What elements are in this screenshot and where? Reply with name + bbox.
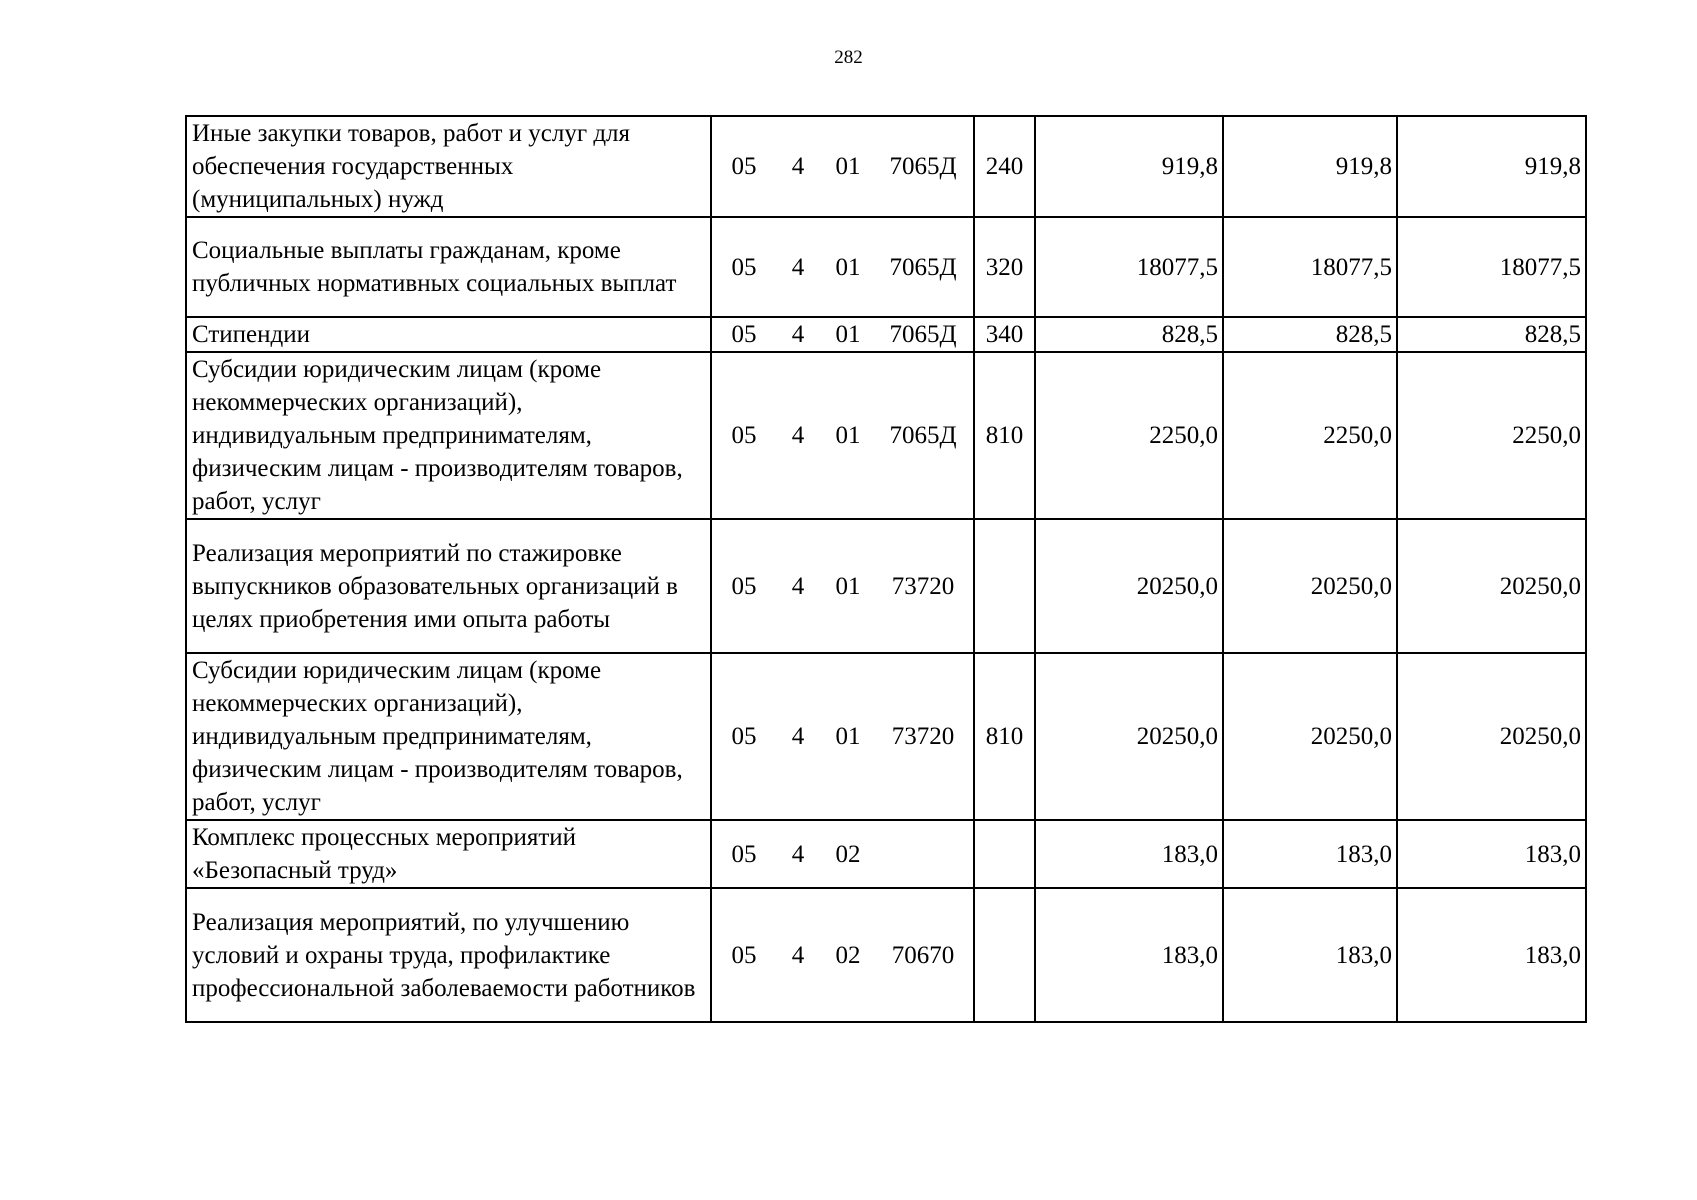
amount-year-2: 183,0 [1223,820,1397,888]
table-row [186,653,1586,820]
subprogram-code: 02 [835,840,861,868]
expense-type-code [974,888,1035,1022]
amount-year-1: 18077,5 [1035,217,1223,317]
row-name: Комплекс процессных мероприятий «Безопасный труд» [186,820,711,888]
item-code: 7065Д [889,253,957,281]
amount-year-3: 919,8 [1397,116,1586,217]
item-code: 70670 [891,941,955,969]
program-code: 4 [791,572,805,600]
budget-table [185,115,1587,1023]
classification-codes [711,116,974,217]
amount-year-2: 20250,0 [1223,519,1397,653]
amount-year-1: 20250,0 [1035,653,1223,820]
amount-year-3: 2250,0 [1397,352,1586,519]
classification-codes [711,317,974,352]
section-code: 05 [731,153,757,180]
subprogram-code: 01 [835,572,861,600]
amount-year-3: 20250,0 [1397,653,1586,820]
amount-year-3: 828,5 [1397,317,1586,352]
expense-type-code: 810 [974,352,1035,519]
table-row [186,352,1586,519]
amount-year-1: 20250,0 [1035,519,1223,653]
program-code: 4 [791,253,805,281]
amount-year-1: 183,0 [1035,888,1223,1022]
amount-year-1: 828,5 [1035,317,1223,352]
amount-year-2: 2250,0 [1223,352,1397,519]
expense-type-code: 240 [974,116,1035,217]
section-code: 05 [731,321,757,348]
expense-type-code [974,820,1035,888]
subprogram-code: 01 [835,253,861,281]
amount-year-3: 20250,0 [1397,519,1586,653]
amount-year-3: 183,0 [1397,820,1586,888]
table-row [186,820,1586,888]
section-code: 05 [731,840,757,868]
classification-codes [711,217,974,317]
amount-year-1: 919,8 [1035,116,1223,217]
amount-year-1: 183,0 [1035,820,1223,888]
section-code: 05 [731,941,757,969]
table-row [186,116,1586,217]
row-name: Субсидии юридическим лицам (кроме некоммерческих организаций), индивидуальным предпринимателям, физическим лицам - производителям товаров, работ, услуг [186,352,711,519]
amount-year-1: 2250,0 [1035,352,1223,519]
row-name: Реализация мероприятий, по улучшению условий и охраны труда, профилактике профессиональной заболеваемости работников [186,888,711,1022]
classification-codes [711,653,974,820]
section-code: 05 [731,572,757,600]
expense-type-code: 810 [974,653,1035,820]
item-code: 7065Д [889,153,957,180]
subprogram-code: 01 [835,153,861,180]
row-name: Стипендии [186,317,711,352]
amount-year-2: 18077,5 [1223,217,1397,317]
section-code: 05 [731,253,757,281]
classification-codes [711,820,974,888]
section-code: 05 [731,422,757,449]
table-row [186,888,1586,1022]
amount-year-2: 828,5 [1223,317,1397,352]
subprogram-code: 01 [835,723,861,750]
section-code: 05 [731,723,757,750]
expense-type-code [974,519,1035,653]
table-row [186,519,1586,653]
table-row [186,317,1586,352]
item-code: 73720 [891,723,955,750]
amount-year-2: 919,8 [1223,116,1397,217]
row-name: Социальные выплаты гражданам, кроме публичных нормативных социальных выплат [186,217,711,317]
amount-year-2: 183,0 [1223,888,1397,1022]
table-row [186,217,1586,317]
item-code: 7065Д [889,422,957,449]
amount-year-3: 18077,5 [1397,217,1586,317]
amount-year-3: 183,0 [1397,888,1586,1022]
subprogram-code: 02 [835,941,861,969]
row-name: Субсидии юридическим лицам (кроме некоммерческих организаций), индивидуальным предпринимателям, физическим лицам - производителям товаров, работ, услуг [186,653,711,820]
program-code: 4 [791,321,805,348]
classification-codes [711,519,974,653]
classification-codes [711,888,974,1022]
subprogram-code: 01 [835,321,861,348]
program-code: 4 [791,840,805,868]
program-code: 4 [791,941,805,969]
item-code: 7065Д [889,321,957,348]
program-code: 4 [791,153,805,180]
classification-codes [711,352,974,519]
program-code: 4 [791,723,805,750]
page-number: 282 [834,47,863,68]
expense-type-code: 340 [974,317,1035,352]
row-name: Реализация мероприятий по стажировке выпускников образовательных организаций в целях приобретения ими опыта работы [186,519,711,653]
item-code: 73720 [891,572,955,600]
expense-type-code: 320 [974,217,1035,317]
program-code: 4 [791,422,805,449]
subprogram-code: 01 [835,422,861,449]
row-name: Иные закупки товаров, работ и услуг для обеспечения государственных (муниципальных) нужд [186,116,711,217]
amount-year-2: 20250,0 [1223,653,1397,820]
